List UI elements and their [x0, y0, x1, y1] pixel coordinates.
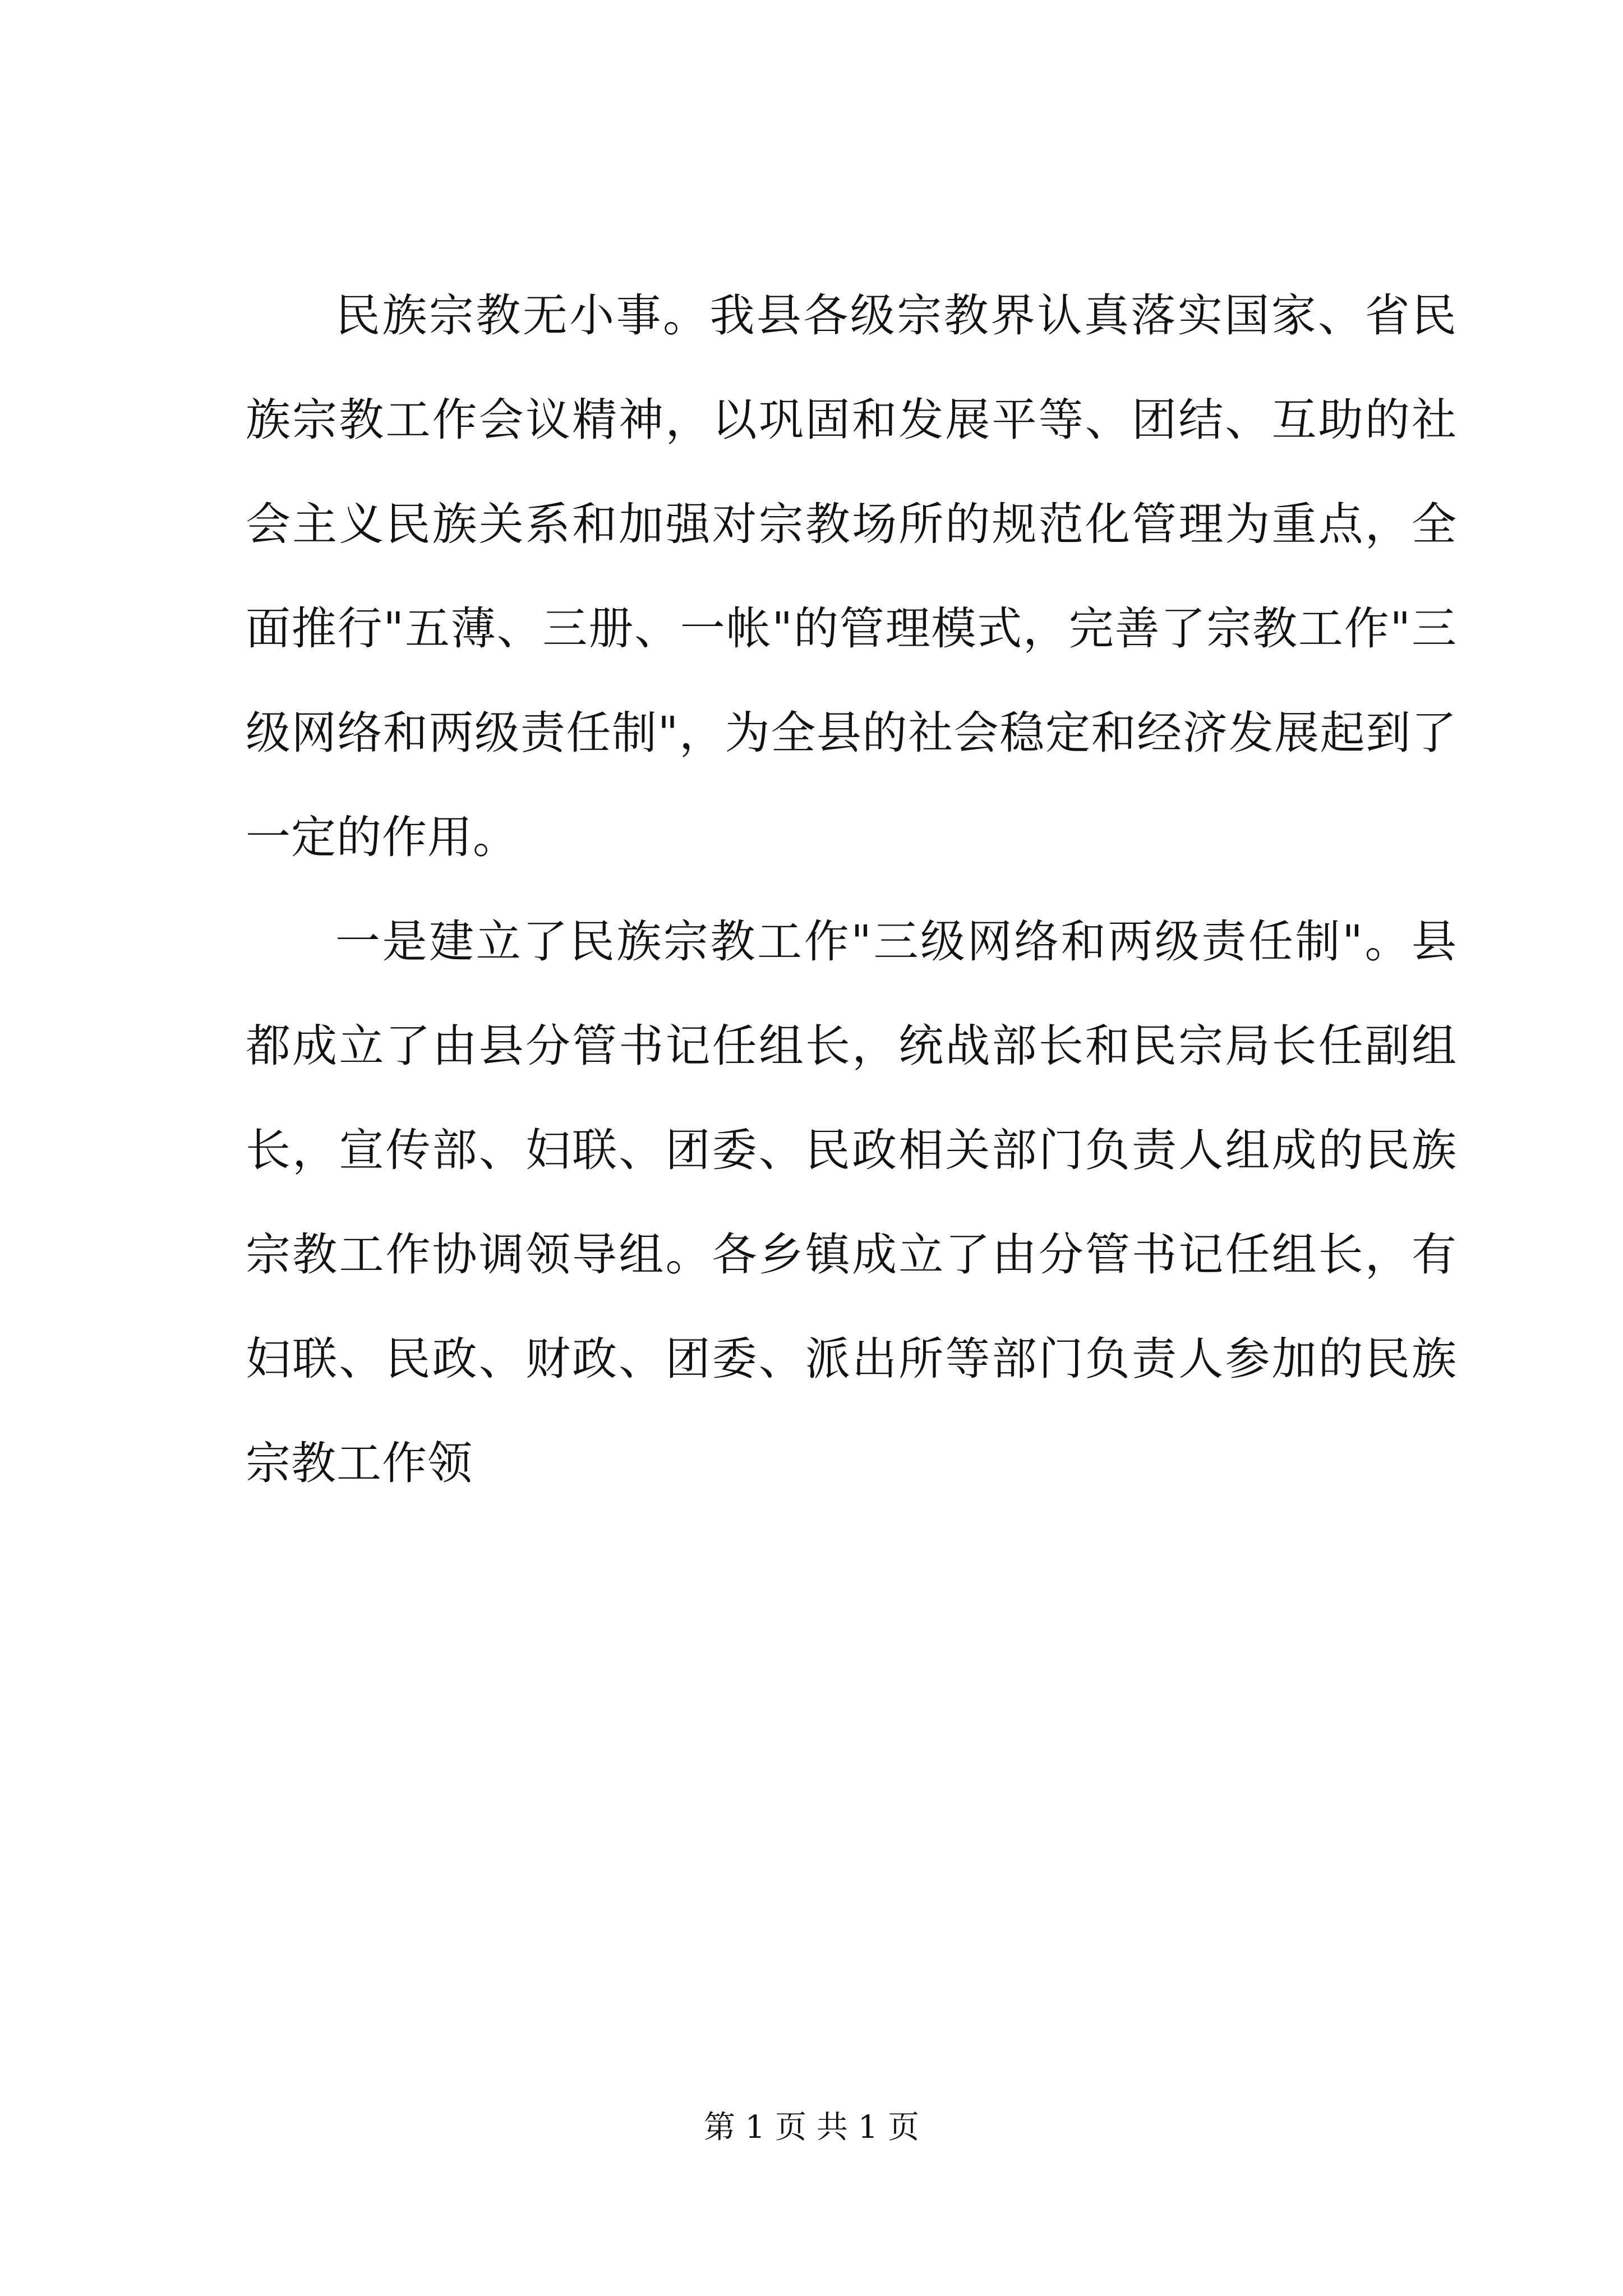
paragraph-intro: 民族宗教无小事。我县各级宗教界认真落实国家、省民族宗教工作会议精神，以巩固和发展平等、团结、互助的社会主义民族关系和加强对宗教场所的规范化管理为重点，全面推行"五薄、三册、一帐"的管理模式，完善了宗教工作"三级网络和两级责任制"，为全县的社会稳定和经济发展起到了一定的作用。: [246, 289, 1457, 863]
document-body: [246, 264, 1457, 1516]
paragraph-first-point: 一是建立了民族宗教工作"三级网络和两级责任制"。县都成立了由县分管书记任组长，统战部长和民宗局长任副组长，宣传部、妇联、团委、民政相关部门负责人组成的民族宗教工作协调领导组。各乡镇成立了由分管书记任组长，有妇联、民政、财政、团委、派出所等部门负责人参加的民族宗教工作领: [246, 915, 1457, 1489]
page-footer: 第 1 页 共 1 页: [703, 2109, 920, 2146]
